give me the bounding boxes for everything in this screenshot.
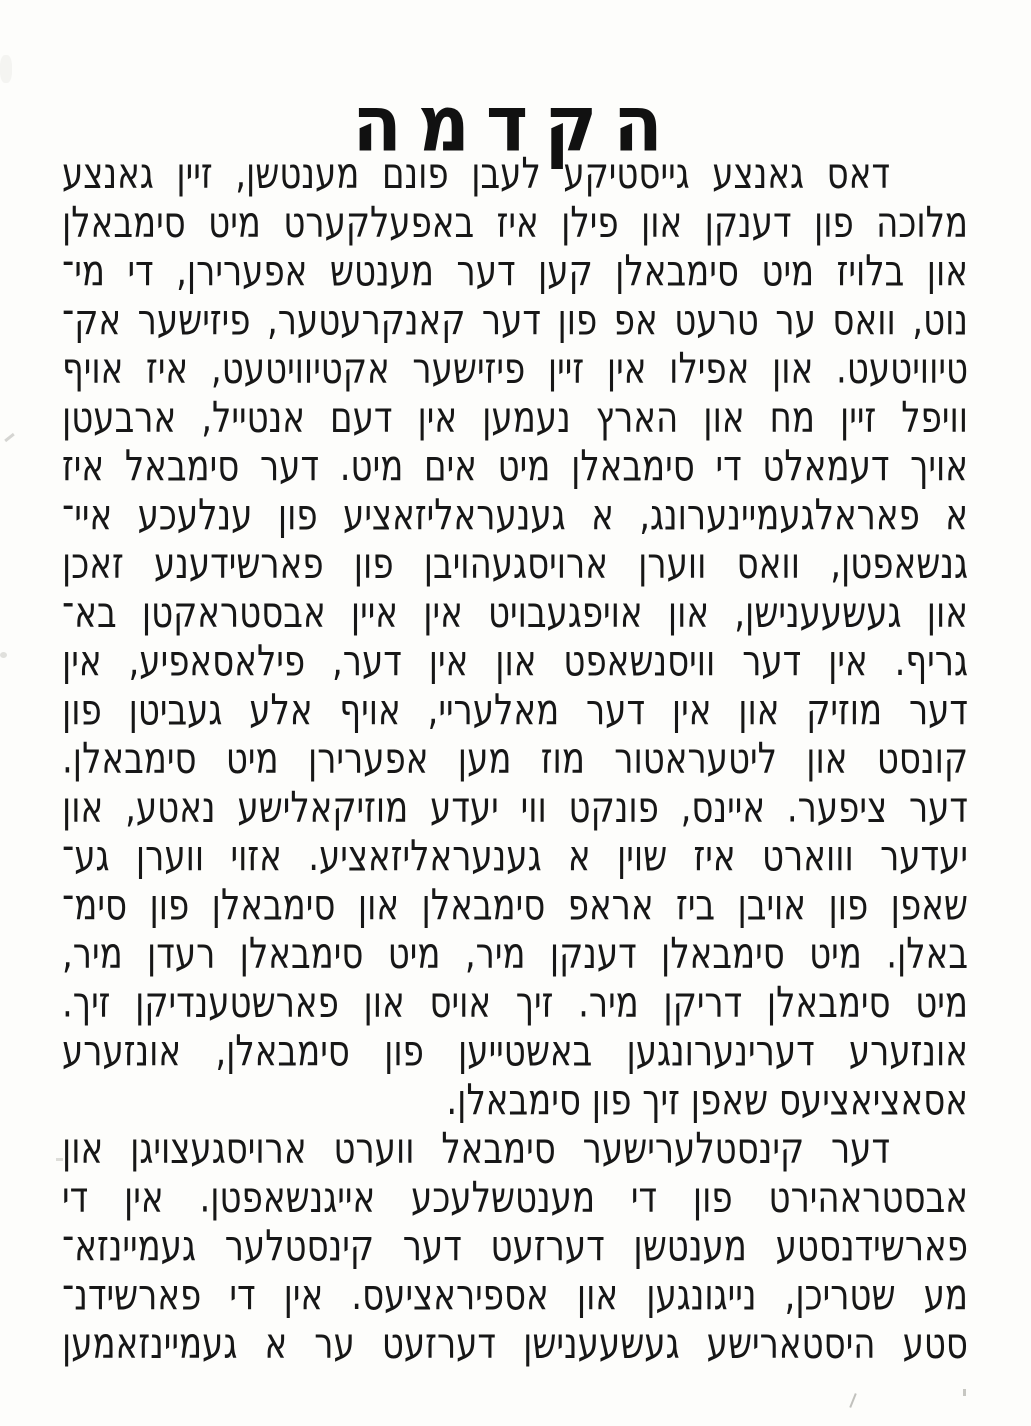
text-line: וויפל זיין מח און הארץ נעמען אין דעם אנטייל, ארבעטן bbox=[62, 392, 968, 443]
text-line: דאס גאנצע גייסטיקע לעבן פונם מענטשן, זיין גאנצע bbox=[62, 148, 890, 199]
text-line: און געשעענישן, און אויפגעבויט אין איין אבסטראקטן בא־ bbox=[62, 587, 968, 638]
page-title: הקדמה bbox=[352, 78, 679, 169]
scan-speck bbox=[0, 55, 12, 83]
text-line: סטע היסטארישע געשעענישן דערזעט ער א געמיינזאמען bbox=[62, 1318, 968, 1369]
text-line: שאפן פון אויבן ביז אראפ סימבאלן און סימבאלן פון סימ־ bbox=[62, 880, 968, 930]
text-line: גנשאפטן, וואס ווערן ארויסגעהויבן פון פארשידענע זאכן bbox=[62, 538, 968, 589]
text-line: מיט סימבאלן דריקן מיר. זיך אויס און פארשטענדיקן זיך. bbox=[62, 977, 968, 1028]
text-line: דער קינסטלערישער סימבאל ווערט ארויסגעצויגן און bbox=[62, 1123, 890, 1174]
scan-speck bbox=[56, 1158, 63, 1161]
text-line: דער מוזיק און אין דער מאלעריי, אויף אלע געביטן פון bbox=[62, 685, 968, 735]
text-line: אויך דעמאלט די סימבאלן מיט אים מיט. דער סימבאל איז bbox=[62, 441, 968, 492]
scan-speck bbox=[963, 1389, 966, 1396]
scan-speck bbox=[0, 652, 7, 658]
text-line: קונסט און ליטעראטור מוז מען אפערירן מיט סימבאלן. bbox=[62, 733, 968, 784]
text-line: מע שטריכן, נייגונגען און אספיראציעס. אין די פארשידנ־ bbox=[62, 1270, 968, 1320]
scan-speck bbox=[849, 1393, 856, 1408]
text-line: נוט, וואס ער טרעט אפ פון דער קאנקרעטער, פיזישער אק־ bbox=[62, 295, 968, 345]
text-line: אבסטראהירט פון די מענטשלעכע אייגנשאפטן. אין די bbox=[62, 1172, 968, 1223]
text-line: טיוויטעט. און אפילו אין זיין פיזישער אקטיוויטעט, איז אויף bbox=[62, 343, 968, 394]
text-line: א פאראלגעמיינערונג, א גענעראליזאציע פון ענלעכע איי־ bbox=[62, 490, 968, 540]
scan-speck bbox=[4, 433, 15, 442]
body-text bbox=[62, 150, 968, 1369]
text-line: פארשידנסטע מענטשן דערזעט דער קינסטלער געמיינזא־ bbox=[62, 1221, 968, 1272]
text-line: און בלויז מיט סימבאלן קען דער מענטש אפערירן, די מי־ bbox=[62, 246, 968, 297]
text-line: דער ציפער. איינס, פונקט ווי יעדע מוזיקאלישע נאטע, און bbox=[62, 782, 968, 833]
text-line: גריף. אין דער וויסנשאפט און אין דער, פילאסאפיע, אין bbox=[62, 636, 968, 687]
text-line: מלוכה פון דענקן און פילן איז באפעלקערט מיט סימבאלן bbox=[62, 197, 968, 248]
text-line: אונזערע דערינערונגען באשטייען פון סימבאלן, אונזערע bbox=[62, 1026, 968, 1077]
text-line: אסאציאציעס שאפן זיך פון סימבאלן. bbox=[446, 1075, 968, 1125]
text-line: יעדער וווארט איז שוין א גענעראליזאציע. אזוי ווערן גע־ bbox=[62, 831, 968, 882]
text-line: באלן. מיט סימבאלן דענקן מיר, מיט סימבאלן רעדן מיר, bbox=[62, 928, 968, 979]
